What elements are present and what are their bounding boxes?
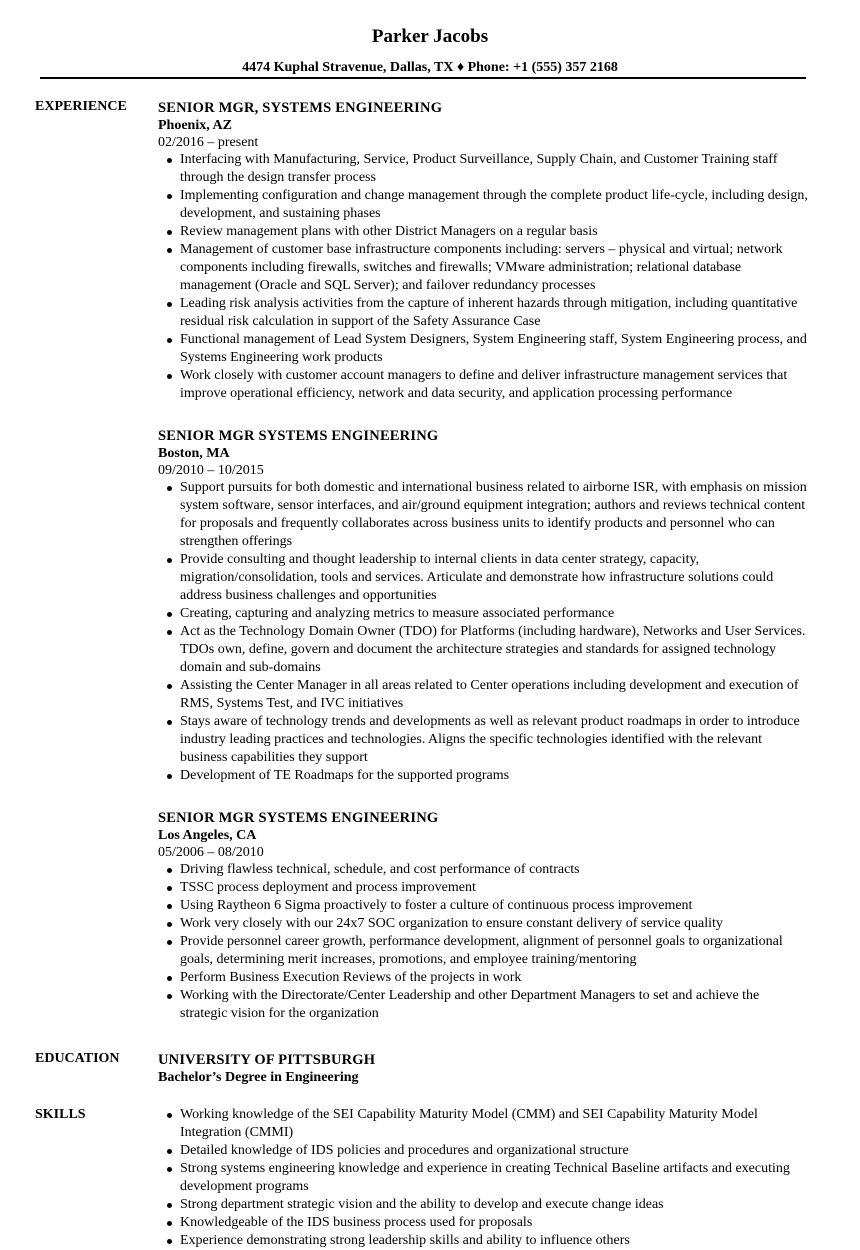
job-dates: 09/2010 – 10/2015 (158, 463, 264, 478)
list-item: Strong systems engineering knowledge and experience in creating Technical Baseline artifacts and executing development programs (158, 1160, 808, 1196)
job-location: Phoenix, AZ (158, 118, 232, 133)
job-entry (158, 427, 808, 785)
list-item: Experience demonstrating strong leadership skills and ability to influence others (158, 1232, 808, 1250)
job-bullets (158, 861, 808, 1023)
contact-line: 4474 Kuphal Stravenue, Dallas, TX ♦ Phone: +1 (555) 357 2168 (242, 60, 618, 75)
list-item: Driving flawless technical, schedule, and cost performance of contracts (158, 861, 808, 879)
job-title: SENIOR MGR, SYSTEMS ENGINEERING (158, 100, 443, 116)
list-item: Provide personnel career growth, performance development, alignment of personnel goals to organizational goals, determining merit increases, promotions, and employee training/mentoring (158, 933, 808, 969)
list-item: Stays aware of technology trends and developments as well as relevant product roadmaps in order to introduce industry leading practices and technologies. Aligns the specific technologies identified with the relevant business capabilities they support (158, 713, 808, 767)
section-label-experience: EXPERIENCE (35, 99, 127, 114)
job-entry (158, 99, 808, 403)
degree: Bachelor’s Degree in Engineering (158, 1070, 359, 1085)
list-item: Work very closely with our 24x7 SOC organization to ensure constant delivery of service quality (158, 915, 808, 933)
school-name: UNIVERSITY OF PITTSBURGH (158, 1052, 376, 1068)
job-location: Boston, MA (158, 446, 230, 461)
list-item: Strong department strategic vision and the ability to develop and execute change ideas (158, 1196, 808, 1214)
section-label-skills: SKILLS (35, 1107, 86, 1122)
list-item: Provide consulting and thought leadership to internal clients in data center strategy, capacity, migration/consolidation, tools and services. Articulate and demonstrate how infrastructure solutions could address business challenges and opportunities (158, 551, 808, 605)
job-title: SENIOR MGR SYSTEMS ENGINEERING (158, 428, 439, 444)
job-entry (158, 809, 808, 1023)
list-item: Implementing configuration and change management through the complete product life-cycle, including design, development, and sustaining phases (158, 187, 808, 223)
header-divider (40, 77, 806, 79)
section-label-education: EDUCATION (35, 1051, 120, 1066)
list-item: Work closely with customer account managers to define and deliver infrastructure management services that improve operational efficiency, network and data security, and application processing performance (158, 367, 808, 403)
list-item: Assisting the Center Manager in all areas related to Center operations including development and execution of RMS, Systems Test, and IVC initiatives (158, 677, 808, 713)
list-item: Interfacing with Manufacturing, Service, Product Surveillance, Supply Chain, and Customer Training staff through the design transfer process (158, 151, 808, 187)
job-dates: 02/2016 – present (158, 135, 259, 150)
job-location: Los Angeles, CA (158, 828, 257, 843)
candidate-name: Parker Jacobs (371, 26, 489, 47)
list-item: Act as the Technology Domain Owner (TDO) for Platforms (including hardware), Networks and User Services. TDOs own, define, govern and document the architecture strategies and standards for assigned technology domain and sub-domains (158, 623, 808, 677)
list-item: Functional management of Lead System Designers, System Engineering staff, System Engineering process, and Systems Engineering work products (158, 331, 808, 367)
skills-list-container (158, 1106, 808, 1250)
list-item: Leading risk analysis activities from the capture of inherent hazards through mitigation, including quantitative residual risk calculation in support of the Safety Assurance Case (158, 295, 808, 331)
skills-list (158, 1106, 808, 1250)
list-item: Support pursuits for both domestic and international business related to airborne ISR, with emphasis on mission system software, sensor interfaces, and air/ground equipment integration; authors and reviews technical content for proposals and frequently collaborates across business units to identify products and personnel who can strengthen offerings (158, 479, 808, 551)
list-item: Working knowledge of the SEI Capability Maturity Model (CMM) and SEI Capability Maturity Model Integration (CMMI) (158, 1106, 808, 1142)
list-item: Perform Business Execution Reviews of the projects in work (158, 969, 808, 987)
list-item: TSSC process deployment and process improvement (158, 879, 808, 897)
job-bullets (158, 479, 808, 785)
list-item: Knowledgeable of the IDS business process used for proposals (158, 1214, 808, 1232)
list-item: Management of customer base infrastructure components including: servers – physical and virtual; network components including firewalls, switches and firewalls; VMware administration; relational database management (Oracle and SQL Server); and failover redundancy processes (158, 241, 808, 295)
list-item: Review management plans with other District Managers on a regular basis (158, 223, 808, 241)
list-item: Development of TE Roadmaps for the supported programs (158, 767, 808, 785)
list-item: Using Raytheon 6 Sigma proactively to foster a culture of continuous process improvement (158, 897, 808, 915)
list-item: Detailed knowledge of IDS policies and procedures and organizational structure (158, 1142, 808, 1160)
list-item: Working with the Directorate/Center Leadership and other Department Managers to set and achieve the strategic vision for the organization (158, 987, 808, 1023)
list-item: Creating, capturing and analyzing metrics to measure associated performance (158, 605, 808, 623)
job-title: SENIOR MGR SYSTEMS ENGINEERING (158, 810, 439, 826)
education-entry (158, 1051, 808, 1087)
job-bullets (158, 151, 808, 403)
job-dates: 05/2006 – 08/2010 (158, 845, 264, 860)
